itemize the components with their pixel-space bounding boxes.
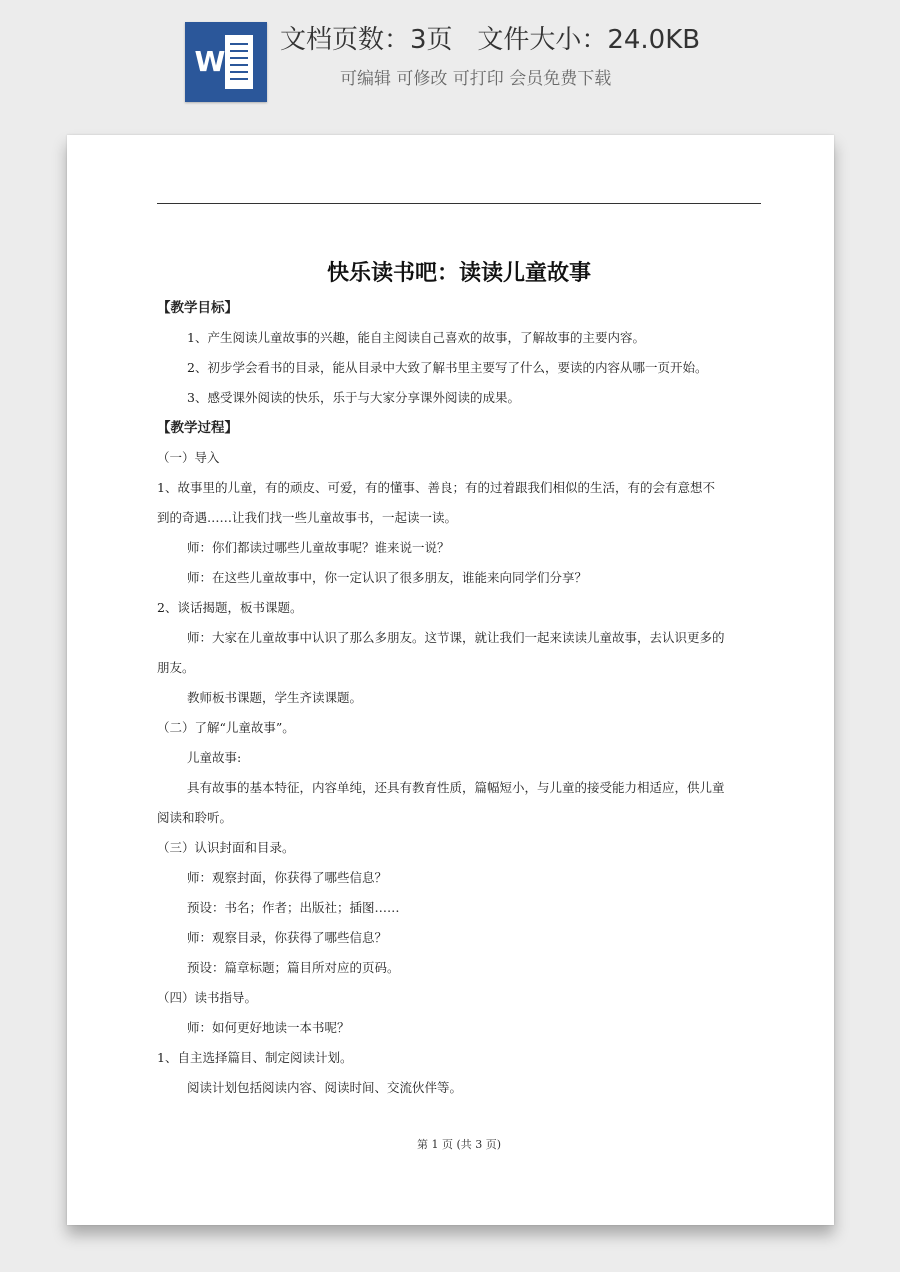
header-rule [157, 203, 761, 204]
paragraph-line: 1、自主选择篇目、制定阅读计划。 [157, 1050, 353, 1065]
paragraph-line: 2、谈话揭题，板书课题。 [157, 600, 303, 615]
paragraph-line: 阅读和聆听。 [157, 810, 233, 825]
paragraph-line: 师：你们都读过哪些儿童故事呢？谁来说一说？ [187, 540, 450, 555]
paragraph-line: 3、感受课外阅读的快乐，乐于与大家分享课外阅读的成果。 [187, 390, 520, 405]
paragraph-line: 儿童故事: [187, 750, 242, 765]
document-title: 快乐读书吧：读读儿童故事 [326, 261, 591, 286]
paragraph-line: 到的奇遇……让我们找一些儿童故事书，一起读一读。 [157, 510, 458, 525]
paragraph-line: 师：观察目录，你获得了哪些信息？ [187, 930, 388, 945]
subsection-heading: （二）了解“儿童故事”。 [157, 720, 295, 735]
paragraph-line: 具有故事的基本特征，内容单纯，还具有教育性质，篇幅短小，与儿童的接受能力相适应，供儿童 [187, 780, 725, 795]
subsection-heading: （四）读书指导。 [157, 990, 258, 1005]
section-heading: 【教学过程】 [157, 420, 238, 436]
paragraph-line: 预设：书名；作者；出版社；插图…… [187, 900, 400, 915]
paragraph-line: 预设：篇章标题；篇目所对应的页码。 [187, 960, 400, 975]
word-document-icon [185, 22, 267, 102]
document-page [67, 135, 834, 1225]
word-logo-letter: W [194, 45, 226, 78]
download-banner [0, 0, 900, 120]
file-features-subtitle: 可编辑 可修改 可打印 会员免费下载 [340, 69, 612, 89]
paragraph-line: 1、产生阅读儿童故事的兴趣，能自主阅读自己喜欢的故事，了解故事的主要内容。 [187, 330, 645, 345]
subsection-heading: （一）导入 [157, 450, 220, 465]
paragraph-line: 1、故事里的儿童，有的顽皮、可爱，有的懂事、善良；有的过着跟我们相似的生活，有的会有意想不 [157, 480, 715, 495]
subsection-heading: （三）认识封面和目录。 [157, 840, 295, 855]
paragraph-line: 师：在这些儿童故事中，你一定认识了很多朋友，谁能来向同学们分享？ [187, 570, 588, 585]
paragraph-line: 朋友。 [157, 660, 195, 675]
file-info-title: 文档页数：3页 文件大小：24.0KB [280, 25, 701, 55]
paragraph-line: 师：观察封面，你获得了哪些信息？ [187, 870, 388, 885]
paragraph-line: 阅读计划包括阅读内容、阅读时间、交流伙伴等。 [187, 1080, 463, 1095]
paragraph-line: 教师板书课题，学生齐读课题。 [187, 690, 363, 705]
section-heading: 【教学目标】 [157, 300, 238, 316]
paragraph-line: 2、初步学会看书的目录，能从目录中大致了解书里主要写了什么，要读的内容从哪一页开始。 [187, 360, 708, 375]
page-footer: 第 1 页 (共 3 页) [416, 1138, 502, 1151]
document-body [157, 293, 761, 1103]
paragraph-line: 师：大家在儿童故事中认识了那么多朋友。这节课，就让我们一起来读读儿童故事，去认识更多的 [187, 630, 725, 645]
paragraph-line: 师：如何更好地读一本书呢？ [187, 1020, 350, 1035]
